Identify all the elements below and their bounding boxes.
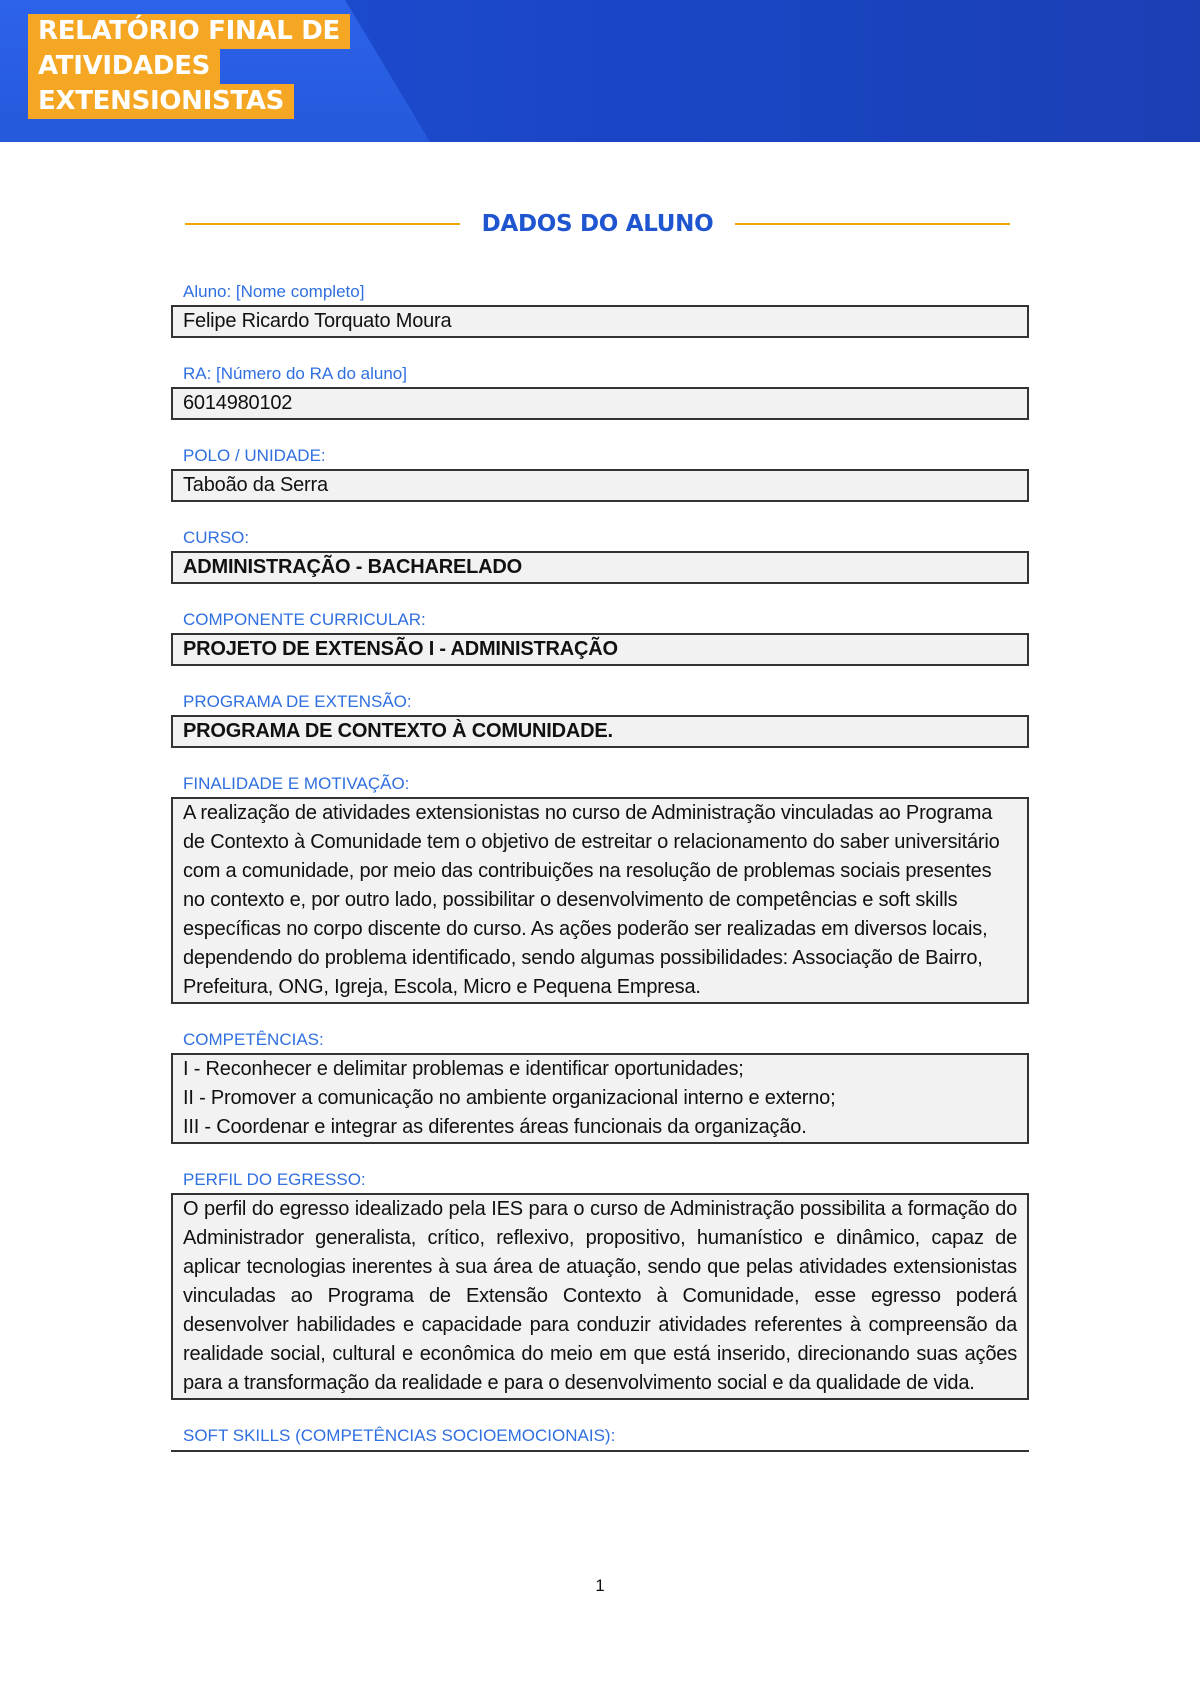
competencia-item: II - Promover a comunicação no ambiente organizacional interno e externo; — [183, 1087, 836, 1109]
student-data-form — [171, 280, 1029, 1476]
field-competencias — [171, 1028, 1029, 1144]
competencia-item: III - Coordenar e integrar as diferentes áreas funcionais da organização. — [183, 1116, 807, 1138]
field-label-componente: COMPONENTE CURRICULAR: — [183, 610, 426, 629]
section-heading — [185, 204, 1010, 244]
field-perfil — [171, 1168, 1029, 1400]
heading-rule-left — [185, 223, 460, 225]
field-label-polo: POLO / UNIDADE: — [183, 446, 326, 465]
field-value-curso[interactable]: ADMINISTRAÇÃO - BACHARELADO — [171, 551, 1029, 584]
soft-skills-rule — [171, 1450, 1029, 1452]
field-value-competencias[interactable] — [171, 1053, 1029, 1144]
field-label-competencias: COMPETÊNCIAS: — [183, 1030, 324, 1049]
field-aluno — [171, 280, 1029, 338]
heading-rule-right — [735, 223, 1010, 225]
field-componente — [171, 608, 1029, 666]
field-value-programa[interactable]: PROGRAMA DE CONTEXTO À COMUNIDADE. — [171, 715, 1029, 748]
field-label-perfil: PERFIL DO EGRESSO: — [183, 1170, 366, 1189]
field-label-aluno: Aluno: [Nome completo] — [183, 282, 365, 301]
field-value-finalidade[interactable]: A realização de atividades extensionistas no curso de Administração vinculadas ao Programa de Contexto à Comunidade tem o objetivo de estreitar o relacionamento do saber universitário com a comunidade, por meio das contribuições na resolução de problemas sociais presentes no contexto e, por outro lado, possibilitar o desenvolvimento de competências e soft skills específicas no corpo discente do curso. As ações poderão ser realizadas em diversos locais, dependendo do problema identificado, sendo algumas possibilidades: Associação de Bairro, Prefeitura, ONG, Igreja, Escola, Micro e Pequena Empresa. — [171, 797, 1029, 1004]
field-soft-skills — [171, 1424, 1029, 1452]
report-title — [28, 14, 350, 119]
field-programa — [171, 690, 1029, 748]
field-finalidade — [171, 772, 1029, 1004]
field-label-curso: CURSO: — [183, 528, 250, 547]
field-label-soft-skills: SOFT SKILLS (COMPETÊNCIAS SOCIOEMOCIONAIS): — [183, 1426, 616, 1445]
field-label-programa: PROGRAMA DE EXTENSÃO: — [183, 692, 412, 711]
field-value-componente[interactable]: PROJETO DE EXTENSÃO I - ADMINISTRAÇÃO — [171, 633, 1029, 666]
report-title-line-2: ATIVIDADES — [28, 49, 220, 84]
field-polo — [171, 444, 1029, 502]
field-value-ra[interactable]: 6014980102 — [171, 387, 1029, 420]
field-label-ra: RA: [Número do RA do aluno] — [183, 364, 407, 383]
field-curso — [171, 526, 1029, 584]
report-title-line-3: EXTENSIONISTAS — [28, 84, 294, 119]
field-value-aluno[interactable]: Felipe Ricardo Torquato Moura — [171, 305, 1029, 338]
field-ra — [171, 362, 1029, 420]
section-title: DADOS DO ALUNO — [481, 211, 714, 237]
header-banner — [0, 0, 1200, 142]
competencia-item: I - Reconhecer e delimitar problemas e identificar oportunidades; — [183, 1058, 744, 1080]
field-value-polo[interactable]: Taboão da Serra — [171, 469, 1029, 502]
page-number: 1 — [595, 1576, 605, 1595]
field-label-finalidade: FINALIDADE E MOTIVAÇÃO: — [183, 774, 410, 793]
field-value-perfil[interactable]: O perfil do egresso idealizado pela IES para o curso de Administração possibilita a formação do Administrador generalista, crítico, reflexivo, propositivo, humanístico e dinâmico, capaz de aplicar tecnologias inerentes à sua área de atuação, sendo que pelas atividades extensionistas vinculadas ao Programa de Extensão Contexto à Comunidade, esse egresso poderá desenvolver habilidades e capacidade para conduzir atividades referentes à compreensão da realidade social, cultural e econômica do meio em que está inserido, direcionando suas ações para a transformação da realidade e para o desenvolvimento social e da qualidade de vida. — [171, 1193, 1029, 1400]
report-title-line-1: RELATÓRIO FINAL DE — [28, 14, 350, 49]
